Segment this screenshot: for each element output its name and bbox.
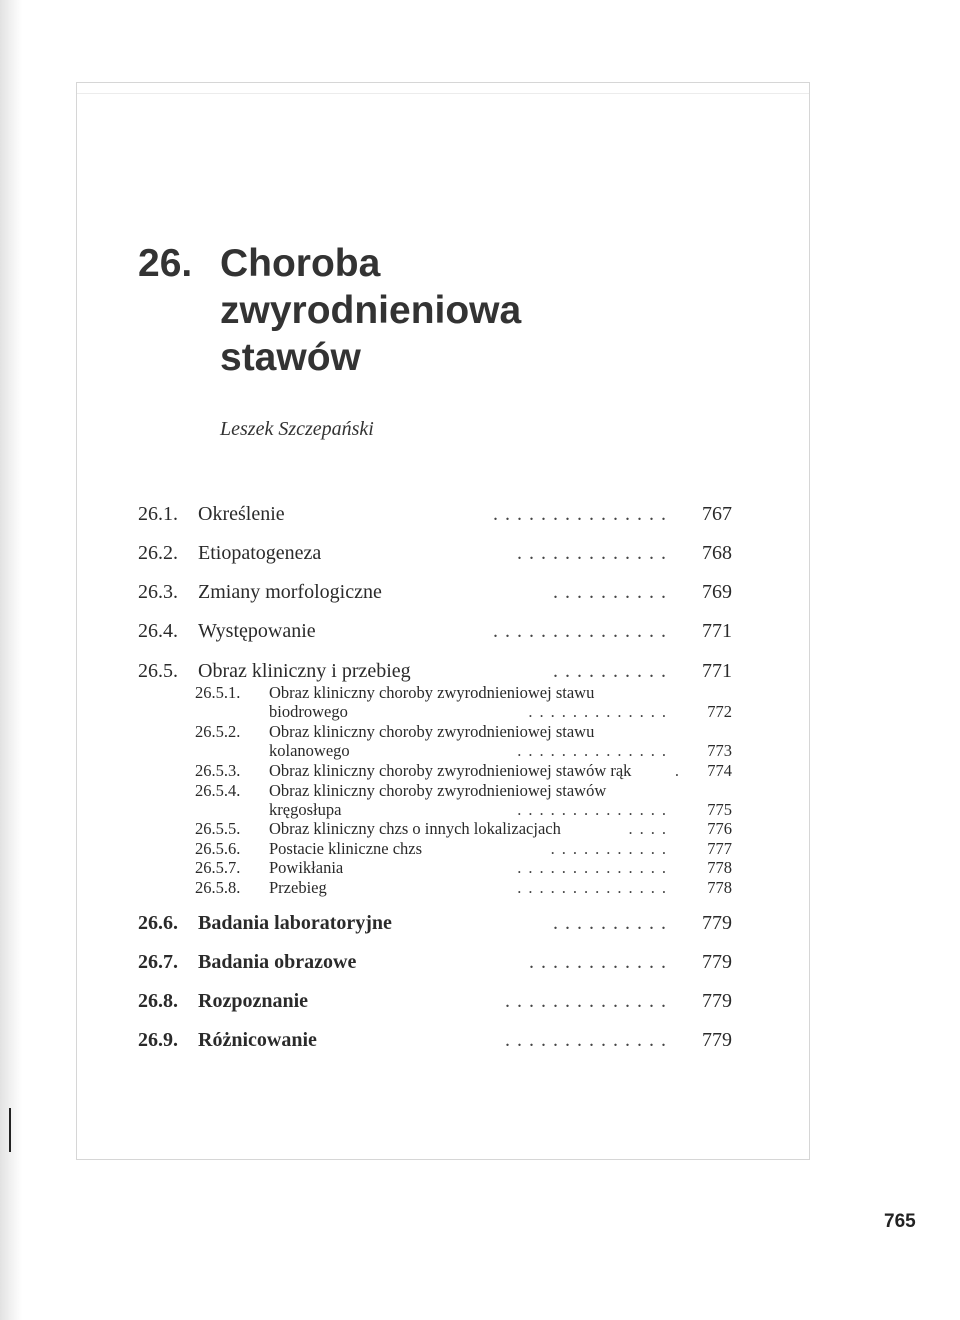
leader-dots: ............. [517, 542, 673, 564]
chapter-title [138, 240, 521, 381]
leader-dots: .... [628, 819, 673, 838]
toc-page: 774 [707, 761, 732, 780]
toc-page: 768 [702, 542, 732, 564]
toc-number: 26.8. [138, 990, 178, 1012]
toc-page: 779 [702, 1029, 732, 1051]
toc-page: 779 [702, 951, 732, 973]
toc-page: 772 [707, 702, 732, 721]
chapter-title-line-2: zwyrodnieniowa [220, 289, 522, 332]
toc-number: 26.5.1. [195, 683, 241, 702]
leader-dots: .............. [505, 1029, 673, 1051]
page-number: 765 [884, 1211, 916, 1232]
toc-title: Powikłania [269, 858, 344, 877]
chapter-title-line-1: Choroba [220, 242, 381, 285]
toc-page: 779 [702, 912, 732, 934]
toc-number: 26.5.4. [195, 781, 241, 800]
toc-title: Postacie kliniczne chzs [269, 839, 423, 858]
toc-number: 26.5.6. [195, 839, 241, 858]
toc-page: 778 [707, 858, 732, 877]
toc-page: 767 [702, 503, 732, 525]
toc-number: 26.5.5. [195, 819, 241, 838]
toc-page: 769 [702, 581, 732, 603]
toc-title: Badania obrazowe [198, 951, 357, 973]
leader-dots: .............. [517, 800, 673, 819]
leader-dots: ............... [493, 503, 673, 525]
toc-page: 778 [707, 878, 732, 897]
toc-page: 775 [707, 800, 732, 819]
toc-title: Rozpoznanie [198, 990, 308, 1012]
toc-title: Przebieg [269, 878, 327, 897]
chapter-number: 26. [138, 242, 193, 285]
toc-title: Obraz kliniczny i przebieg [198, 660, 411, 682]
toc-title: Zmiany morfologiczne [198, 581, 382, 603]
toc-number: 26.2. [138, 542, 178, 564]
toc-title: Etiopatogeneza [198, 542, 322, 564]
toc-number: 26.4. [138, 620, 178, 642]
chapter-title-line-3: stawów [220, 336, 361, 379]
leader-dots: ............... [493, 620, 673, 642]
leader-dots: .............. [505, 990, 673, 1012]
toc-number: 26.5.3. [195, 761, 241, 780]
leader-dots: .......... [553, 660, 673, 682]
toc-title: Obraz kliniczny choroby zwyrodnieniowej stawu [269, 722, 595, 741]
toc-number: 26.5.7. [195, 858, 241, 877]
binding-mark [9, 1108, 11, 1152]
toc-title-continuation: kręgosłupa [269, 800, 342, 819]
leader-dots: .......... [553, 912, 673, 934]
leader-dots: ........... [550, 839, 673, 858]
toc-page: 777 [707, 839, 732, 858]
leader-dots: ............ [529, 951, 673, 973]
author: Leszek Szczepański [220, 418, 374, 440]
toc-number: 26.7. [138, 951, 178, 973]
leader-dots: .......... [553, 581, 673, 603]
toc-number: 26.5. [138, 660, 178, 682]
toc-page: 771 [702, 620, 732, 642]
toc-title: Obraz kliniczny choroby zwyrodnieniowej stawów rąk [269, 761, 632, 780]
toc-title: Badania laboratoryjne [198, 912, 392, 934]
toc-title: Określenie [198, 503, 285, 525]
leader-dots: .............. [517, 878, 673, 897]
toc-page: 776 [707, 819, 732, 838]
toc-number: 26.3. [138, 581, 178, 603]
toc-number: 26.5.2. [195, 722, 241, 741]
toc-title: Różnicowanie [198, 1029, 317, 1051]
toc-page: 779 [702, 990, 732, 1012]
toc-number: 26.6. [138, 912, 178, 934]
leader-dots: .............. [517, 741, 673, 760]
leader-dots: .............. [517, 858, 673, 877]
binding-shadow [0, 0, 22, 1320]
toc-title: Obraz kliniczny choroby zwyrodnieniowej stawów [269, 781, 607, 800]
leader-dots: . [674, 761, 686, 780]
toc-title-continuation: biodrowego [269, 702, 348, 721]
toc-title: Obraz kliniczny chzs o innych lokalizacjach [269, 819, 561, 838]
toc-page: 773 [707, 741, 732, 760]
leader-dots: ............. [528, 702, 673, 721]
toc-number: 26.1. [138, 503, 178, 525]
toc-title: Występowanie [198, 620, 316, 642]
toc-number: 26.9. [138, 1029, 178, 1051]
toc-title-continuation: kolanowego [269, 741, 350, 760]
toc-title: Obraz kliniczny choroby zwyrodnieniowej stawu [269, 683, 595, 702]
toc-number: 26.5.8. [195, 878, 241, 897]
toc-page: 771 [702, 660, 732, 682]
